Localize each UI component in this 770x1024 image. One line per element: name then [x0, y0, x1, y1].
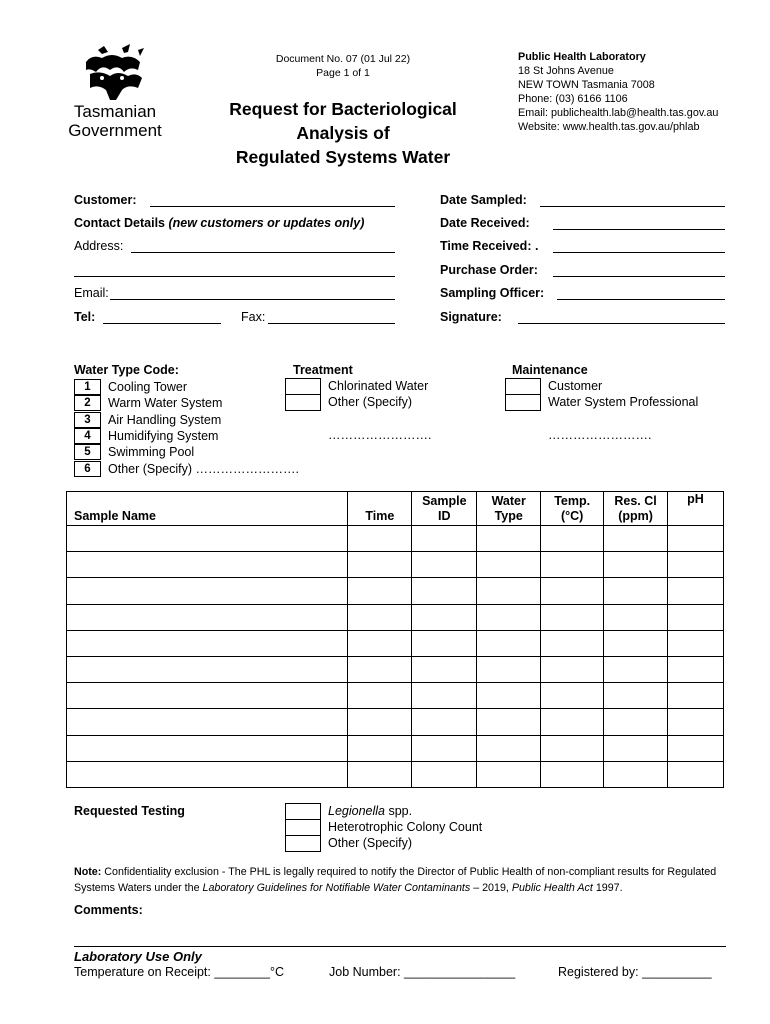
table-cell[interactable]	[604, 604, 668, 630]
maintenance-professional-label: Water System Professional	[548, 395, 699, 409]
table-cell[interactable]	[412, 552, 477, 578]
table-cell[interactable]	[412, 578, 477, 604]
table-cell[interactable]	[412, 630, 477, 656]
legionella-suffix: spp.	[385, 804, 413, 818]
table-cell[interactable]	[604, 630, 668, 656]
table-cell[interactable]	[477, 656, 541, 682]
tel-field[interactable]	[103, 323, 221, 324]
maintenance-customer-checkbox[interactable]	[505, 378, 541, 395]
purchase-order-field[interactable]	[553, 276, 725, 277]
table-header-row	[67, 492, 724, 526]
table-body	[67, 526, 724, 788]
table-cell[interactable]	[412, 604, 477, 630]
table-cell[interactable]	[348, 630, 412, 656]
table-cell[interactable]	[668, 709, 724, 735]
table-cell[interactable]	[477, 578, 541, 604]
table-cell[interactable]	[604, 578, 668, 604]
table-header-line2: Type	[494, 509, 523, 523]
table-cell[interactable]	[668, 630, 724, 656]
table-cell[interactable]	[541, 630, 604, 656]
table-cell[interactable]	[668, 735, 724, 761]
registered-by-field[interactable]: Registered by: __________	[558, 965, 712, 979]
lab-use-heading: Laboratory Use Only	[74, 949, 202, 964]
sample-table	[66, 491, 724, 788]
water-type-code-6: 6	[74, 461, 101, 477]
table-cell[interactable]	[541, 735, 604, 761]
heterotrophic-checkbox[interactable]	[285, 819, 321, 836]
table-header-line1: Sample	[422, 494, 467, 508]
water-type-label-4: Humidifying System	[108, 428, 219, 443]
table-header-line1	[348, 494, 411, 509]
table-cell[interactable]	[541, 578, 604, 604]
table-cell[interactable]	[67, 683, 348, 709]
org-line1: Tasmanian	[73, 102, 157, 121]
table-cell[interactable]	[541, 552, 604, 578]
table-cell[interactable]	[477, 604, 541, 630]
table-cell[interactable]	[348, 604, 412, 630]
testing-other-label: Other (Specify)	[328, 836, 413, 850]
address-field-line2[interactable]	[74, 276, 395, 277]
table-cell[interactable]	[668, 604, 724, 630]
table-cell[interactable]	[477, 526, 541, 552]
water-type-code-1: 1	[74, 379, 101, 395]
table-cell[interactable]	[412, 709, 477, 735]
fax-field[interactable]	[268, 323, 395, 324]
table-header-line2: (ppm)	[618, 509, 653, 523]
table-cell[interactable]	[348, 656, 412, 682]
table-header-col-5	[541, 492, 604, 526]
water-type-label-2: Warm Water System	[108, 396, 223, 411]
table-cell[interactable]	[67, 526, 348, 552]
title-line2: Analysis of	[296, 123, 390, 143]
table-header-col-3	[412, 492, 477, 526]
table-cell[interactable]	[348, 761, 412, 787]
table-cell[interactable]	[412, 761, 477, 787]
address-field[interactable]	[131, 252, 395, 253]
table-row	[67, 604, 724, 630]
address-label: Address:	[74, 239, 124, 253]
table-cell[interactable]	[541, 526, 604, 552]
table-cell[interactable]	[477, 630, 541, 656]
heterotrophic-label: Heterotrophic Colony Count	[328, 820, 483, 834]
signature-label: Signature:	[440, 310, 502, 324]
legionella-checkbox[interactable]	[285, 803, 321, 820]
sampling-officer-field[interactable]	[557, 299, 725, 300]
tel-label: Tel:	[74, 310, 96, 324]
table-header-col-7	[668, 492, 724, 526]
table-header-line2	[668, 507, 723, 522]
fax-label: Fax:	[241, 310, 266, 324]
title-line1: Request for Bacteriological	[229, 99, 457, 119]
legionella-genus: Legionella	[328, 804, 385, 818]
email-field[interactable]	[110, 299, 395, 300]
table-cell[interactable]	[668, 761, 724, 787]
table-cell[interactable]	[67, 630, 348, 656]
table-cell[interactable]	[348, 735, 412, 761]
legionella-label	[328, 804, 412, 818]
table-cell[interactable]	[668, 578, 724, 604]
table-header-col-6	[604, 492, 668, 526]
water-type-label-5: Swimming Pool	[108, 445, 195, 460]
table-header-col-1	[67, 492, 348, 526]
lab-email: Email: publichealth.lab@health.tas.gov.au	[518, 107, 719, 119]
table-cell[interactable]	[604, 683, 668, 709]
time-received-field[interactable]	[553, 252, 725, 253]
contact-details-heading	[74, 216, 364, 230]
treatment-other-checkbox[interactable]	[285, 394, 321, 411]
note-text1: Confidentiality exclusion - The PHL is legally required to notify the Director of Public Health of non-compliant results for Regulated Systems Waters under the	[74, 866, 717, 894]
comments-field[interactable]	[74, 918, 726, 946]
table-cell[interactable]	[604, 761, 668, 787]
table-header-col-2	[348, 492, 412, 526]
date-sampled-label: Date Sampled:	[440, 193, 527, 207]
table-cell[interactable]	[412, 656, 477, 682]
note-text2: – 2019,	[470, 882, 512, 894]
page-number: Page 1 of 1	[316, 67, 370, 79]
maintenance-customer-label: Customer	[548, 379, 603, 393]
time-received-label: Time Received: .	[440, 239, 539, 253]
water-type-label-6: Other (Specify) …………………….	[108, 461, 299, 476]
table-row	[67, 709, 724, 735]
water-type-code-3: 3	[74, 412, 101, 428]
table-cell[interactable]	[604, 526, 668, 552]
comments-divider	[74, 946, 726, 947]
table-cell[interactable]	[348, 552, 412, 578]
table-cell[interactable]	[67, 552, 348, 578]
customer-label: Customer:	[74, 193, 137, 207]
table-row	[67, 735, 724, 761]
chlorinated-water-label: Chlorinated Water	[328, 379, 429, 393]
table-cell[interactable]	[348, 709, 412, 735]
lab-address2: NEW TOWN Tasmania 7008	[518, 79, 655, 91]
table-cell[interactable]	[668, 683, 724, 709]
email-label: Email:	[74, 286, 109, 300]
water-type-heading: Water Type Code:	[74, 363, 179, 377]
table-cell[interactable]	[412, 683, 477, 709]
water-type-code-4: 4	[74, 428, 101, 444]
org-name	[62, 102, 168, 140]
table-cell[interactable]	[477, 709, 541, 735]
table-cell[interactable]	[67, 735, 348, 761]
contact-details-note: (new customers or updates only)	[168, 216, 365, 230]
table-cell[interactable]	[604, 709, 668, 735]
table-row	[67, 656, 724, 682]
table-header-line1: Res. Cl	[614, 494, 657, 508]
table-cell[interactable]	[477, 683, 541, 709]
table-cell[interactable]	[604, 656, 668, 682]
table-row	[67, 552, 724, 578]
purchase-order-label: Purchase Order:	[440, 263, 538, 277]
table-cell[interactable]	[67, 656, 348, 682]
requested-testing-heading: Requested Testing	[74, 804, 185, 818]
table-row	[67, 526, 724, 552]
table-header-line1	[74, 494, 347, 509]
table-row	[67, 683, 724, 709]
treatment-heading: Treatment	[293, 363, 353, 377]
table-cell[interactable]	[541, 683, 604, 709]
table-cell[interactable]	[67, 761, 348, 787]
table-row	[67, 761, 724, 787]
document-number: Document No. 07 (01 Jul 22)	[275, 53, 411, 65]
lab-name: Public Health Laboratory	[518, 51, 646, 63]
contact-details-label: Contact Details	[74, 216, 165, 230]
water-type-label-3: Air Handling System	[108, 412, 222, 427]
treatment-specify-field[interactable]: …………………….	[328, 428, 432, 442]
treatment-other-label: Other (Specify)	[328, 395, 413, 409]
tasmanian-government-logo-icon	[78, 44, 150, 102]
table-cell[interactable]	[412, 526, 477, 552]
table-header-line2: Sample Name	[74, 509, 156, 523]
title-line3: Regulated Systems Water	[235, 147, 451, 167]
table-row	[67, 578, 724, 604]
table-header-col-4	[477, 492, 541, 526]
date-received-label: Date Received:	[440, 216, 530, 230]
temperature-on-receipt-field[interactable]: Temperature on Receipt: ________°C	[74, 965, 284, 979]
confidentiality-note	[74, 864, 734, 896]
table-header-line2: (°C)	[560, 509, 584, 523]
document-info	[250, 52, 436, 80]
page-title	[196, 97, 490, 169]
maintenance-specify-field[interactable]: …………………….	[548, 428, 652, 442]
date-received-field[interactable]	[553, 229, 725, 230]
table-header-line2: ID	[438, 509, 451, 523]
table-header-line1: pH	[687, 492, 704, 506]
lab-website: Website: www.health.tas.gov.au/phlab	[518, 121, 700, 133]
maintenance-heading: Maintenance	[512, 363, 588, 377]
signature-field[interactable]	[518, 323, 725, 324]
note-text3: 1997.	[592, 882, 623, 894]
table-header-line1: Water	[491, 494, 526, 508]
table-cell[interactable]	[348, 683, 412, 709]
customer-field[interactable]	[150, 206, 395, 207]
org-line2: Government	[68, 121, 162, 140]
lab-contact-block	[518, 50, 718, 134]
table-cell[interactable]	[477, 761, 541, 787]
table-cell[interactable]	[604, 735, 668, 761]
table-header-line1: Temp.	[554, 494, 591, 508]
comments-label: Comments:	[74, 903, 143, 917]
table-cell[interactable]	[604, 552, 668, 578]
note-act: Public Health Act	[511, 882, 593, 894]
table-cell[interactable]	[541, 604, 604, 630]
water-type-code-2: 2	[74, 395, 101, 411]
lab-phone: Phone: (03) 6166 1106	[518, 93, 628, 105]
sampling-officer-label: Sampling Officer:	[440, 286, 545, 300]
table-cell[interactable]	[541, 656, 604, 682]
water-type-label-1: Cooling Tower	[108, 380, 187, 394]
note-label: Note:	[74, 866, 102, 878]
table-cell[interactable]	[541, 761, 604, 787]
table-row	[67, 630, 724, 656]
maintenance-professional-checkbox[interactable]	[505, 394, 541, 411]
table-header-line2: Time	[365, 509, 395, 523]
table-cell[interactable]	[67, 709, 348, 735]
note-guidelines: Laboratory Guidelines for Notifiable Water Contaminants	[202, 882, 471, 894]
table-cell[interactable]	[67, 578, 348, 604]
table-cell[interactable]	[348, 526, 412, 552]
table-cell[interactable]	[668, 526, 724, 552]
job-number-field[interactable]: Job Number: ________________	[329, 965, 516, 979]
table-cell[interactable]	[668, 656, 724, 682]
chlorinated-water-checkbox[interactable]	[285, 378, 321, 395]
testing-other-checkbox[interactable]	[285, 835, 321, 852]
table-cell[interactable]	[541, 709, 604, 735]
table-cell[interactable]	[477, 735, 541, 761]
date-sampled-field[interactable]	[540, 206, 725, 207]
table-cell[interactable]	[348, 578, 412, 604]
table-cell[interactable]	[477, 552, 541, 578]
lab-address1: 18 St Johns Avenue	[518, 65, 614, 77]
table-cell[interactable]	[668, 552, 724, 578]
water-type-code-5: 5	[74, 444, 101, 460]
table-cell[interactable]	[67, 604, 348, 630]
table-cell[interactable]	[412, 735, 477, 761]
